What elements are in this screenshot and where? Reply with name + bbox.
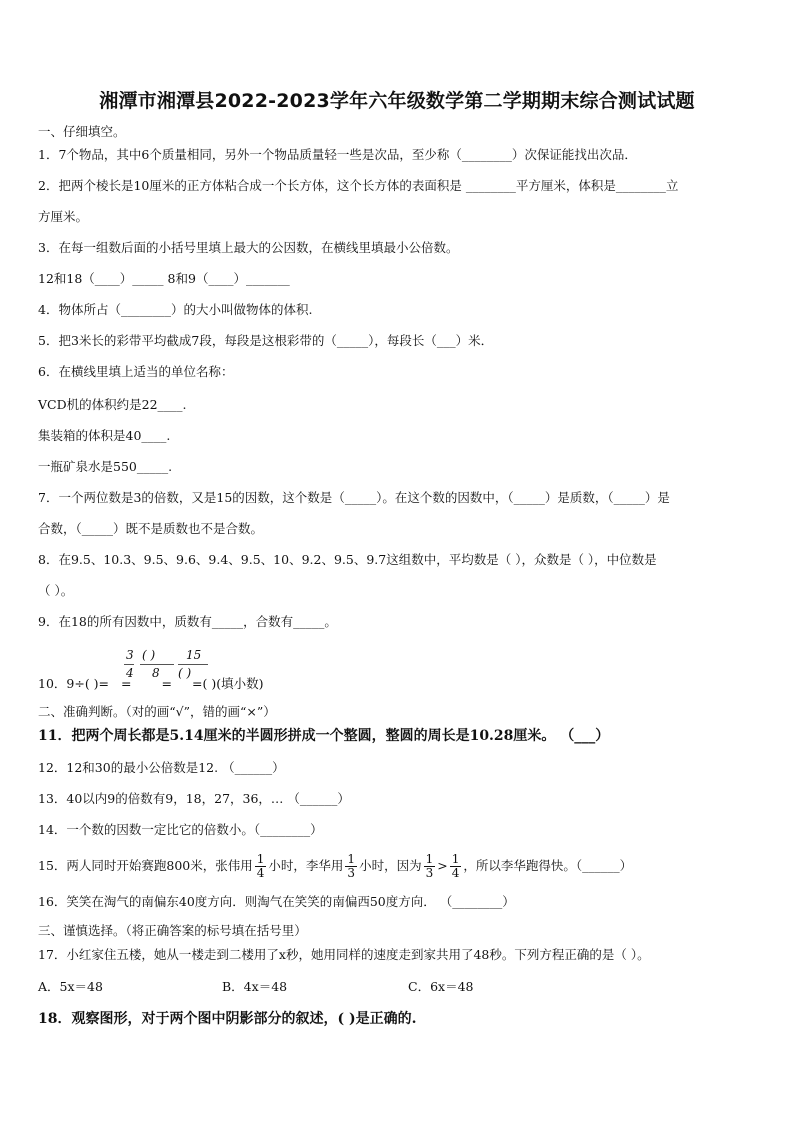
- question-7-line-2: 合数，（_____）既不是质数也不是合数。: [38, 521, 264, 536]
- question-15: [38, 846, 632, 886]
- question-10: [38, 648, 458, 692]
- section-3-heading: 三、谨慎选择。（将正确答案的标号填在括号里）: [38, 923, 307, 938]
- q15-text-a: 15．两人同时开始赛跑800米，张伟用: [38, 858, 253, 873]
- q10-denominator-1: 4: [126, 666, 134, 680]
- question-3: 3．在每一组数后面的小括号里填上最大的公因数，在横线里填最小公倍数。: [38, 240, 459, 255]
- question-7-line-1: 7．一个两位数是3的倍数，又是15的因数，这个数是（_____）。在这个数的因数中，（_____）是质数，（_____）是: [38, 490, 670, 505]
- q15-fraction-1: $\frac{1}{4}$: [256, 852, 265, 880]
- question-13: 13．40以内9的倍数有9，18，27，36，… （______）: [38, 791, 350, 806]
- question-8-line-1: 8．在9.5、10.3、9.5、9.6、9.4、9.5、10、9.2、9.5、9.7这组数中，平均数是（ ），众数是（ ），中位数是: [38, 552, 657, 567]
- q10-tail: =( )(填小数): [192, 676, 264, 691]
- question-17-option-a: A．5x＝48: [38, 979, 103, 994]
- q10-main-row: [38, 674, 263, 692]
- q15-fraction-3: $\frac{1}{3}$: [425, 852, 434, 880]
- page-title: 湘潭市湘潭县2022-2023学年六年级数学第二学期期末综合测试试题: [99, 90, 695, 112]
- question-6-b: 集装箱的体积是40____.: [38, 428, 171, 443]
- question-5: 5．把3米长的彩带平均截成7段，每段是这根彩带的（_____），每段长（___）米．: [38, 333, 494, 348]
- question-3-items: 12和18（____）_____ 8和9（____）_______: [38, 271, 290, 286]
- q15-text-b: 小时，李华用: [268, 858, 344, 873]
- question-17-option-b: B．4x＝48: [222, 979, 288, 994]
- q10-numerator-1: 3: [126, 648, 134, 662]
- question-11: 11．把两个周长都是5.14厘米的半圆形拼成一个整圆，整圆的周长是10.28厘米。 （___）: [38, 728, 610, 744]
- q10-fraction-bar-3: [178, 664, 208, 665]
- q10-numerator-2: ( ): [142, 648, 156, 662]
- question-17: 17．小红家住五楼，她从一楼走到二楼用了x秒，她用同样的速度走到家共用了48秒。下列方程正确的是（ ）。: [38, 947, 650, 962]
- q15-text-c: 小时，因为: [359, 858, 422, 873]
- q15-text-d: ，所以李华跑得快。（______）: [463, 858, 633, 873]
- question-6: 6．在横线里填上适当的单位名称：: [38, 364, 234, 379]
- question-16: 16．笑笑在淘气的南偏东40度方向．则淘气在笑笑的南偏西50度方向． （________）: [38, 894, 515, 909]
- question-6-a: VCD机的体积约是22____.: [38, 397, 187, 412]
- question-2-line-2: 方厘米。: [38, 209, 89, 224]
- q15-fraction-4: $\frac{1}{4}$: [451, 852, 460, 880]
- section-1-heading: 一、仔细填空。: [38, 124, 126, 139]
- question-9: 9．在18的所有因数中，质数有_____，合数有_____。: [38, 614, 337, 629]
- question-1: 1．7个物品，其中6个质量相同，另外一个物品质量轻一些是次品，至少称（________）次保证能找出次品．: [38, 147, 637, 162]
- q15-fraction-2: $\frac{1}{3}$: [347, 852, 356, 880]
- q10-denominator-2: 8: [152, 666, 160, 680]
- q10-equals-2: =: [161, 676, 173, 691]
- question-18: 18．观察图形，对于两个图中阴影部分的叙述，( )是正确的.: [38, 1011, 417, 1027]
- q10-fraction-bar-1: [124, 664, 134, 665]
- question-2-line-1: 2．把两个棱长是10厘米的正方体粘合成一个长方体，这个长方体的表面积是 ________平方厘米，体积是________立: [38, 178, 679, 193]
- question-8-line-2: （ ）。: [38, 583, 74, 598]
- q10-equals-1: =: [121, 676, 132, 691]
- question-4: 4．物体所占（________）的大小叫做物体的体积.: [38, 302, 313, 317]
- question-6-c: 一瓶矿泉水是550_____.: [38, 459, 173, 474]
- q10-lead: 10．9÷( )=: [38, 676, 110, 691]
- q10-numerator-3: 15: [186, 648, 202, 662]
- q15-greater-than: >: [437, 858, 448, 873]
- question-12: 12．12和30的最小公倍数是12. （______）: [38, 760, 285, 775]
- question-17-option-c: C．6x＝48: [408, 979, 474, 994]
- q10-denominator-3: ( ): [178, 666, 192, 680]
- question-14: 14．一个数的因数一定比它的倍数小。（________）: [38, 822, 323, 837]
- q10-fraction-bar-2: [140, 664, 174, 665]
- section-2-heading: 二、准确判断。（对的画“√”，错的画“×”）: [38, 704, 276, 719]
